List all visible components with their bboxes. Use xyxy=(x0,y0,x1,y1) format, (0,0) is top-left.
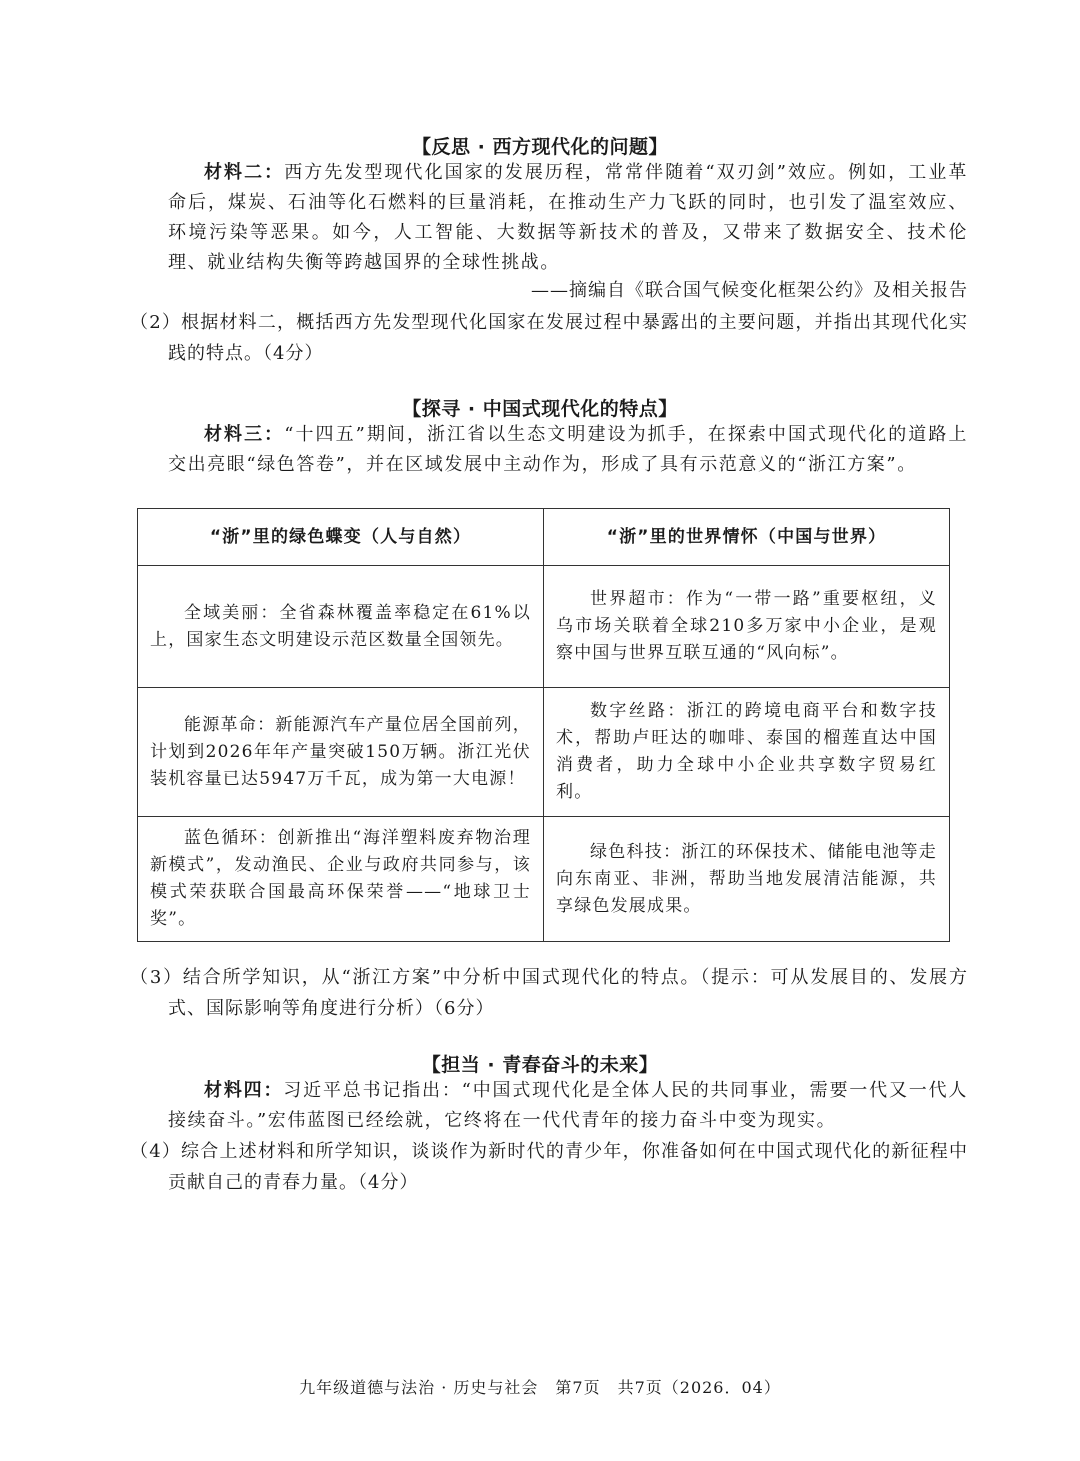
page-footer: 九年级道德与法治 · 历史与社会 第7页 共7页（2026．04） xyxy=(299,1378,781,1397)
table-cell xyxy=(138,566,544,688)
table-cell xyxy=(138,817,544,942)
table-row xyxy=(138,688,950,817)
table-cell xyxy=(138,688,544,817)
section-title-explore: 【探寻 · 中国式现代化的特点】 xyxy=(402,398,678,420)
cell-text-ocean: 蓝色循环：创新推出“海洋塑料废弃物治理新模式”，发动渔民、企业与政府共同参与，该模式荣获联合国最高环保荣誉——“地球卫士奖”。 xyxy=(150,828,531,929)
material-four-label: 材料四： xyxy=(204,1080,284,1101)
material-four xyxy=(168,1076,968,1136)
table-header-right: “浙”里的世界情怀（中国与世界） xyxy=(544,509,950,566)
table-cell xyxy=(544,566,950,688)
table-row xyxy=(138,566,950,688)
table-cell xyxy=(544,688,950,817)
cell-text-market: 世界超市：作为“一带一路”重要枢纽，义乌市场关联着全球210多万家中小企业，是观察中国与世界互联互通的“风向标”。 xyxy=(556,589,937,663)
zhejiang-cases-table xyxy=(137,508,950,942)
table-header-left: “浙”里的绿色蝶变（人与自然） xyxy=(138,509,544,566)
question-3: （3）结合所学知识，从“浙江方案”中分析中国式现代化的特点。（提示：可从发展目的、发展方式、国际影响等角度进行分析）（6分） xyxy=(130,967,968,1019)
cell-text-greentech: 绿色科技：浙江的环保技术、储能电池等走向东南亚、非洲，帮助当地发展清洁能源，共享绿色发展成果。 xyxy=(556,841,937,916)
cell-text-digital: 数字丝路：浙江的跨境电商平台和数字技术，帮助卢旺达的咖啡、泰国的榴莲直达中国消费者，助力全球中小企业共享数字贸易红利。 xyxy=(556,701,937,802)
material-three xyxy=(168,420,968,480)
table-row xyxy=(138,817,950,942)
material-four-text: 习近平总书记指出：“中国式现代化是全体人民的共同事业，需要一代又一代人接续奋斗。”宏伟蓝图已经绘就，它终将在一代代青年的接力奋斗中变为现实。 xyxy=(168,1080,969,1131)
cell-text-forest: 全域美丽：全省森林覆盖率稳定在61%以上，国家生态文明建设示范区数量全国领先。 xyxy=(150,602,531,650)
section-title-youth: 【担当 · 青春奋斗的未来】 xyxy=(421,1054,659,1076)
question-2: （2）根据材料二，概括西方先发型现代化国家在发展过程中暴露出的主要问题，并指出其现代化实践的特点。（4分） xyxy=(130,312,968,364)
question-4: （4）综合上述材料和所学知识，谈谈作为新时代的青少年，你准备如何在中国式现代化的新征程中贡献自己的青春力量。（4分） xyxy=(130,1141,968,1193)
material-two-text: 西方先发型现代化国家的发展历程，常常伴随着“双刃剑”效应。例如，工业革命后，煤炭、石油等化石燃料的巨量消耗，在推动生产力飞跃的同时，也引发了温室效应、环境污染等恶果。如今，人工智能、大数据等新技术的普及，又带来了数据安全、技术伦理、就业结构失衡等跨越国界的全球性挑战。 xyxy=(168,162,968,273)
section-title-reflect: 【反思 · 西方现代化的问题】 xyxy=(412,136,668,158)
table-header-row xyxy=(138,509,950,566)
material-two-label: 材料二： xyxy=(204,162,285,183)
cell-text-energy: 能源革命：新能源汽车产量位居全国前列，计划到2026年年产量突破150万辆。浙江光伏装机容量已达5947万千瓦，成为第一大电源！ xyxy=(150,714,531,789)
material-three-text: “十四五”期间，浙江省以生态文明建设为抓手，在探索中国式现代化的道路上交出亮眼“绿色答卷”，并在区域发展中主动作为，形成了具有示范意义的“浙江方案”。 xyxy=(168,424,968,475)
material-two xyxy=(168,158,968,278)
material-two-source: ——摘编自《联合国气候变化框架公约》及相关报告 xyxy=(531,280,968,301)
table-cell xyxy=(544,817,950,942)
material-three-label: 材料三： xyxy=(204,424,285,445)
